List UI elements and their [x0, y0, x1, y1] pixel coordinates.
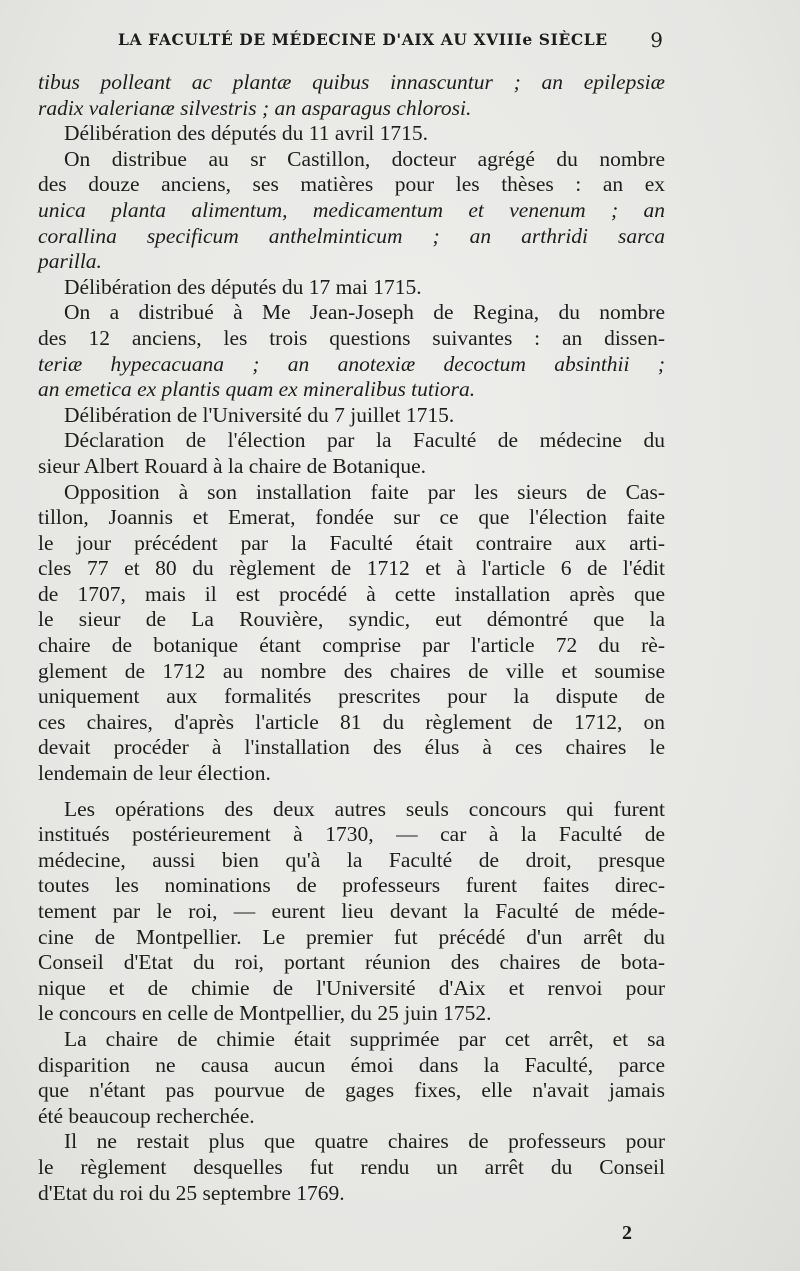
text-line: ces chaires, d'après l'article 81 du règlement de 1712, on	[38, 709, 665, 734]
text-line: Délibération de l'Université du 7 juillet 1715.	[64, 402, 455, 427]
text-line: tement par le roi, — eurent lieu devant la Faculté de méde-	[38, 899, 665, 923]
text-line: tillon, Joannis et Emerat, fondée sur ce que l'élection faite	[38, 505, 665, 530]
text-line: radix valerianæ silvestris ; an asparagus chlorosi.	[38, 95, 472, 120]
text-line: Déclaration de l'élection par la Faculté de médecine du	[64, 428, 665, 453]
text-line: sieur Albert Rouard à la chaire de Botanique.	[38, 453, 427, 478]
running-header	[118, 30, 663, 56]
text-line: La chaire de chimie était supprimée par cet arrêt, et sa	[64, 1026, 665, 1051]
text-line: que n'étant pas pourvue de gages fixes, elle n'avait jamais	[38, 1078, 665, 1103]
text-line: d'Etat du roi du 25 septembre 1769.	[38, 1180, 345, 1205]
paragraph-gap	[38, 787, 665, 797]
text-line: le jour précédent par la Faculté était contraire aux arti-	[38, 530, 665, 555]
text-line: des 12 anciens, les trois questions suivantes : an dissen-	[38, 325, 665, 350]
text-line: disparition ne causa aucun émoi dans la Faculté, parce	[38, 1052, 665, 1077]
text-line: toutes les nominations de professeurs furent faites direc-	[38, 873, 665, 898]
text-line: unica planta alimentum, medicamentum et venenum ; an	[38, 197, 665, 222]
text-line: des douze anciens, ses matières pour les thèses : an ex	[38, 172, 665, 197]
text-line: On a distribué à Me Jean-Joseph de Regina, du nombre	[64, 300, 665, 325]
page-number: 9	[650, 28, 663, 52]
text-line: le concours en celle de Montpellier, du 25 juin 1752.	[38, 1001, 492, 1026]
text-line: Délibération des députés du 17 mai 1715.	[64, 274, 422, 299]
text-line: Conseil d'Etat du roi, portant réunion des chaires de bota-	[38, 950, 665, 975]
text-line: cine de Montpellier. Le premier fut précédé d'un arrêt du	[38, 924, 665, 949]
text-line: médecine, aussi bien qu'à la Faculté de droit, presque	[38, 847, 665, 872]
text-line: glement de 1712 au nombre des chaires de ville et soumise	[38, 658, 665, 683]
text-line: cles 77 et 80 du règlement de 1712 et à l'article 6 de l'édit	[38, 556, 665, 581]
signature-mark: 2	[622, 1222, 632, 1244]
text-line: an emetica ex plantis quam ex mineralibus tutiora.	[38, 377, 476, 402]
text-line: le sieur de La Rouvière, syndic, eut démontré que la	[38, 607, 665, 632]
text-line: tibus polleant ac plantæ quibus innascuntur ; an epilepsiæ	[38, 70, 665, 94]
running-header-title: LA FACULTÉ DE MÉDECINE D'AIX AU XVIIIe SIÈCLE	[118, 30, 608, 49]
text-line: été beaucoup recherchée.	[38, 1103, 255, 1128]
text-line: corallina specificum anthelminticum ; an arthridi sarca	[38, 223, 665, 248]
text-line: On distribue au sr Castillon, docteur agrégé du nombre	[64, 146, 665, 171]
text-line: lendemain de leur élection.	[38, 761, 271, 786]
text-line: Il ne restait plus que quatre chaires de professeurs pour	[64, 1129, 665, 1154]
text-line: chaire de botanique étant comprise par l'article 72 du rè-	[38, 633, 665, 658]
text-line: nique et de chimie de l'Université d'Aix et renvoi pour	[38, 975, 665, 1000]
text-line: institués postérieurement à 1730, — car à la Faculté de	[38, 822, 665, 847]
text-line: Opposition à son installation faite par les sieurs de Cas-	[64, 479, 665, 504]
text-line: Les opérations des deux autres seuls concours qui furent	[64, 796, 665, 821]
text-line: Délibération des députés du 11 avril 1715.	[64, 121, 429, 146]
text-line: de 1707, mais il est procédé à cette installation après que	[38, 581, 665, 606]
text-line: devait procéder à l'installation des élus à ces chaires le	[38, 735, 665, 760]
text-line: parilla.	[38, 249, 102, 274]
text-line: le règlement desquelles fut rendu un arrêt du Conseil	[38, 1154, 665, 1179]
text-line: teriæ hypecacuana ; an anotexiæ decoctum absinthii ;	[38, 351, 665, 376]
text-line: uniquement aux formalités prescrites pour la dispute de	[38, 684, 665, 709]
body-text	[38, 70, 665, 1206]
